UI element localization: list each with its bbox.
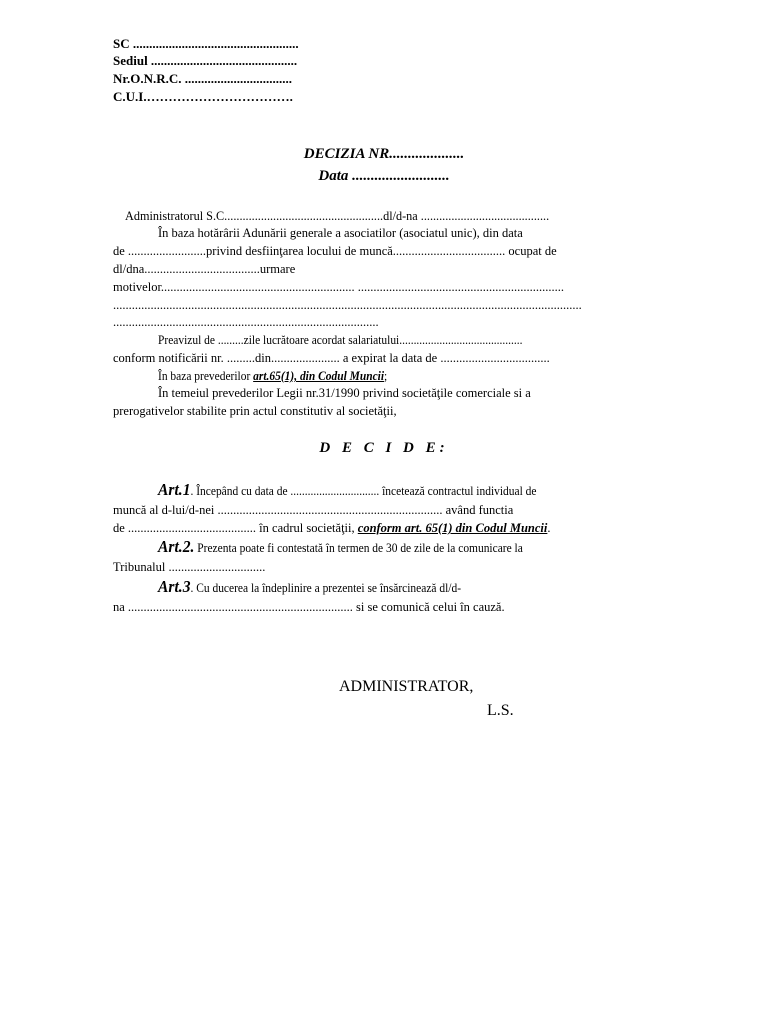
art2-label: Art.2. <box>158 537 195 556</box>
art3-label: Art.3 <box>158 577 191 596</box>
decision-number-title: DECIZIA NR.................... <box>303 146 465 162</box>
body-line-8: Preavizul de .........zile lucrătoare acordat salariatului........................................... <box>158 333 523 347</box>
body-line-12: prerogativelor stabilite prin actul constitutiv al societăţii, <box>113 404 397 418</box>
decide-heading: D E C I D E: <box>319 440 449 456</box>
art3-text-1: . Cu ducerea la îndeplinire a prezentei se însărcinează dl/d- <box>190 581 462 595</box>
art1-label: Art.1 <box>158 480 191 499</box>
body-line-10 <box>158 368 656 385</box>
header-nr-onrc: Nr.O.N.R.C. ................................. <box>113 71 292 86</box>
art1-text-3-pre: de ......................................... în cadrul societăţii, <box>113 521 358 535</box>
body-line-11: În temeiul prevederilor Legii nr.31/1990 privind societăţile comerciale si a <box>158 386 531 400</box>
header-sediul: Sediul ............................................. <box>113 53 298 68</box>
signature-role: ADMINISTRATOR, <box>339 678 474 695</box>
body-line-9: conform notificării nr. .........din...................... a expirat la data de ................................... <box>113 351 550 365</box>
header-cui: C.U.I.……………………………. <box>113 89 293 104</box>
body-line-10-post: ; <box>384 369 388 383</box>
body-line-7: ..................................................................................... <box>113 315 379 329</box>
art2-line-1 <box>158 538 656 557</box>
decision-date-title: Data .......................... <box>318 168 450 184</box>
legal-reference-art65-article1: conform art. 65(1) din Codul Muncii <box>357 521 548 535</box>
art1-line-1 <box>158 481 656 500</box>
header-sc: SC ................................................... <box>113 36 299 51</box>
legal-reference-art65: art.65(1), din Codul Muncii <box>253 369 385 383</box>
art2-line-2: Tribunalul ............................... <box>113 560 266 574</box>
art1-text-1: . Începând cu data de ............................... încetează contractul individual de <box>190 484 537 498</box>
art3-line-2: na ........................................................................ si se comunică celui în cauză. <box>113 600 505 614</box>
art3-line-1 <box>158 578 656 597</box>
body-line-3: de .........................privind desfiinţarea locului de muncă.................................... ocupat de <box>113 244 557 258</box>
signature-ls: L.S. <box>487 702 514 719</box>
art1-line-2: muncă al d-lui/d-nei ........................................................................ având functia <box>113 503 514 517</box>
body-line-10-pre: În baza prevederilor <box>158 369 254 383</box>
body-line-2: În baza hotărârii Adunării generale a asociatilor (asociatul unic), din data <box>158 226 523 240</box>
body-line-1: Administratorul S.C....................................................dl/d-na .......................................... <box>125 209 550 223</box>
art2-text-1: Prezenta poate fi contestată în termen de 30 de zile de la comunicare la <box>194 541 523 555</box>
art1-text-3-post: . <box>547 521 551 535</box>
body-line-4: dl/dna.....................................urmare <box>113 262 296 276</box>
body-line-6: ...................................................................................................................................................... <box>113 298 582 312</box>
art1-line-3 <box>113 520 656 537</box>
body-line-5: motivelor.............................................................. .................................................................. <box>113 280 565 294</box>
